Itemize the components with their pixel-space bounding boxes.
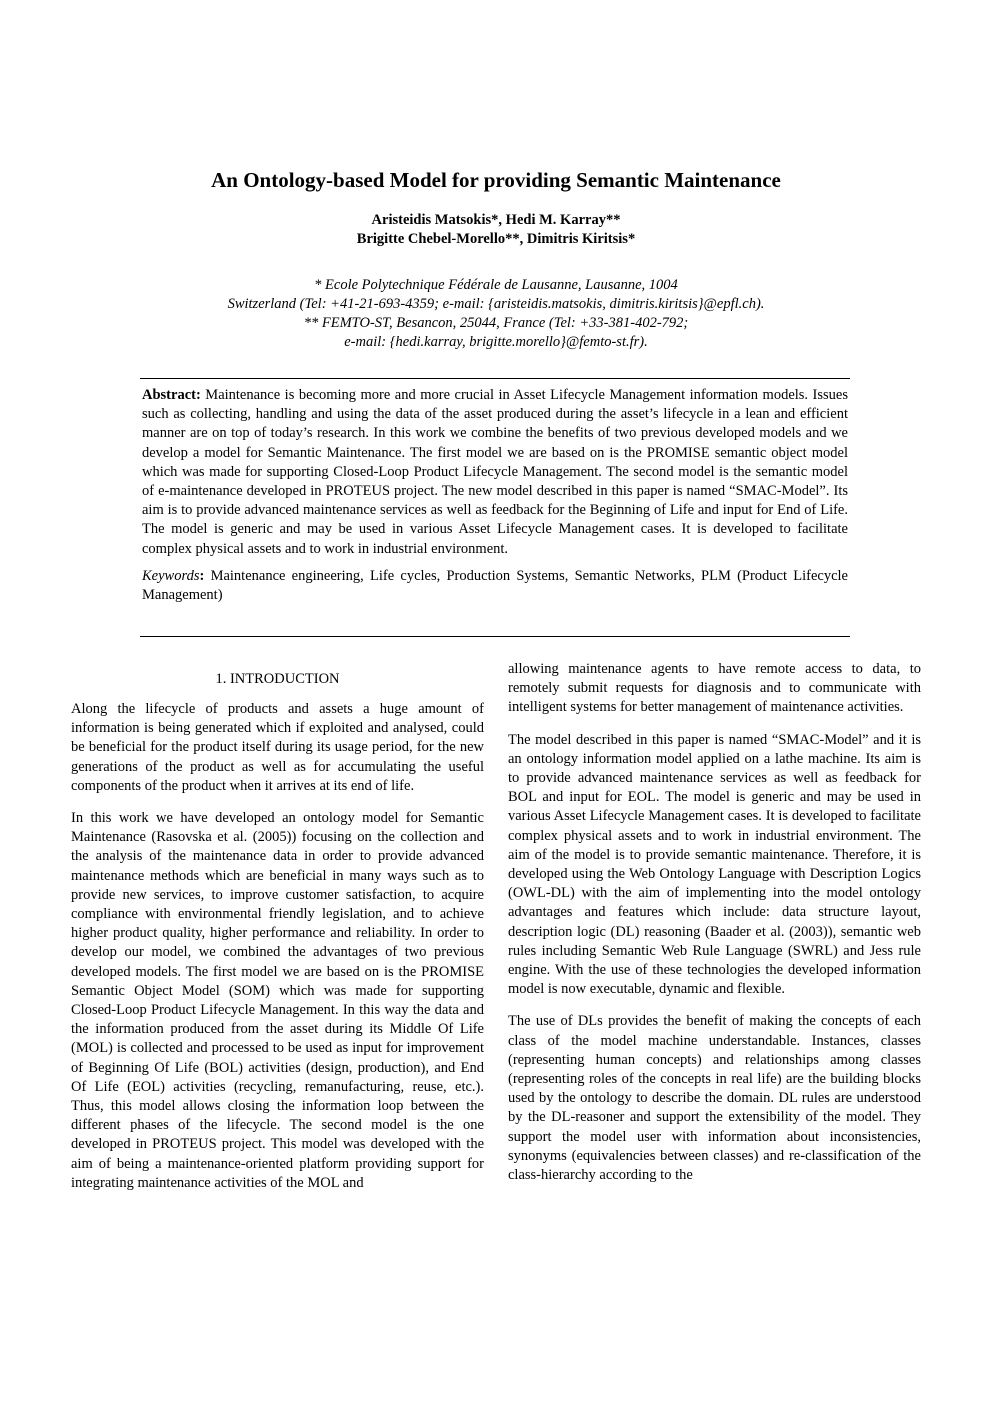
affiliation-line: ** FEMTO-ST, Besancon, 25044, France (Tel: +33-381-402-792; bbox=[303, 315, 689, 331]
abstract-paragraph bbox=[142, 386, 848, 559]
keywords-text: Maintenance engineering, Life cycles, Production Systems, Semantic Networks, PLM (Product Lifecycle Management) bbox=[142, 567, 848, 604]
affiliations bbox=[0, 276, 992, 352]
section-heading-introduction: 1. INTRODUCTION bbox=[215, 671, 340, 687]
abstract-label: Abstract: bbox=[142, 387, 201, 403]
abstract-block bbox=[142, 386, 848, 605]
left-column bbox=[71, 660, 484, 1206]
body-paragraph: Along the lifecycle of products and assets a huge amount of information is being generated which if exploited and analysed, could be beneficial for the product itself during its usage period, for the new generations of the product as well as for accumulating the useful components of the product when it arrives at its end of life. bbox=[71, 701, 484, 794]
affiliation-line: Switzerland (Tel: +41-21-693-4359; e-mail: {aristeidis.matsokis, dimitris.kiritsis}@epfl.ch). bbox=[227, 296, 765, 312]
abstract-text: Maintenance is becoming more and more crucial in Asset Lifecycle Management information models. Issues such as collecting, handling and using the data of the asset produced during the asset’s lifecycle in a lean and efficient manner are on top of today’s research. In this work we combine the benefits of two previous developed models and we develop a model for Semantic Maintenance. The first model we are based on is the PROMISE semantic object model which was made for supporting Closed-Loop Product Lifecycle Management. The second model is the semantic model of e-maintenance developed in PROTEUS project. The new model described in this paper is named “SMAC-Model”. Its aim is to provide advanced maintenance services as well as feedback for the Beginning of Life and input for End of Life. The model is generic and may be used in various Asset Lifecycle Management cases. It is developed to facilitate complex physical assets and to work in industrial environment. bbox=[142, 387, 849, 557]
authors-line-1: Aristeidis Matsokis*, Hedi M. Karray** bbox=[371, 212, 621, 228]
author-list bbox=[0, 211, 992, 249]
keywords-label: Keywords bbox=[142, 567, 200, 584]
authors-line-2: Brigitte Chebel-Morello**, Dimitris Kiritsis* bbox=[356, 231, 636, 247]
keywords-colon: : bbox=[199, 567, 205, 584]
body-paragraph: The model described in this paper is named “SMAC-Model” and it is an ontology information model applied on a lathe machine. Its aim is to provide advanced maintenance services as well as feedback for BOL and input for EOL. The model is generic and may be used in various Asset Lifecycle Management cases. It is developed to facilitate complex physical assets and to work in industrial environment. The aim of the model is to provide semantic maintenance. Therefore, it is developed using the Web Ontology Language with Description Logics (OWL-DL) with the aim of implementing into the model ontology advantages and features which include: data structure layout, description logic (DL) reasoning (Baader et al. (2003)), semantic web rules including Semantic Web Rule Language (SWRL) and Jess rule engine. With the use of these technologies the developed information model is now executable, dynamic and flexible. bbox=[508, 731, 921, 998]
affiliation-line: e-mail: {hedi.karray, brigitte.morello}@femto-st.fr). bbox=[344, 334, 648, 350]
right-column bbox=[508, 660, 921, 1198]
abstract-top-rule bbox=[140, 378, 850, 379]
affiliation-line: * Ecole Polytechnique Fédérale de Lausanne, Lausanne, 1004 bbox=[314, 277, 678, 293]
body-paragraph: In this work we have developed an ontology model for Semantic Maintenance (Rasovska et al. (2005)) focusing on the collection and the analysis of the maintenance data in order to provide advanced maintenance methods which are beneficial in many ways such as to provide new services, to improve customer satisfaction, to acquire compliance with environmental friendly legislation, and to achieve higher product quality, higher performance and reliability. In order to develop our model, we combined the advantages of two previous developed models. The first model we are based on is the PROMISE Semantic Object Model (SOM) which was made for supporting Closed-Loop Product Lifecycle Management. In this way the data and the information produced from the asset during its Middle Of Life (MOL) is collected and processed to be used as input for improvement of Beginning Of Life (BOL) activities (design, production), and End Of Life (EOL) activities (recycling, remanufacturing, reuse, etc.). Thus, this model allows closing the information loop between the different phases of the lifecycle. The second model is the one developed in PROTEUS project. This model was developed with the aim of being a maintenance-oriented platform providing support for integrating maintenance activities of the MOL and bbox=[71, 810, 484, 1191]
body-paragraph: The use of DLs provides the benefit of making the concepts of each class of the model machine understandable. Instances, classes (representing human concepts) and relationships among classes (representing roles of the concepts in real life) are the building blocks used by the ontology to describe the domain. DL rules are understood by the DL-reasoner and support the extensibility of the model. They support the model user with information about inconsistencies, synonyms (equivalencies between classes) and re-classification of the class-hierarchy according to the bbox=[508, 1013, 921, 1184]
abstract-bottom-rule bbox=[140, 636, 850, 637]
keywords-paragraph bbox=[142, 567, 848, 605]
body-paragraph: allowing maintenance agents to have remote access to data, to remotely submit requests for diagnosis and to communicate with intelligent systems for better management of maintenance activities. bbox=[508, 661, 921, 716]
paper-title: An Ontology-based Model for providing Semantic Maintenance bbox=[211, 168, 781, 192]
